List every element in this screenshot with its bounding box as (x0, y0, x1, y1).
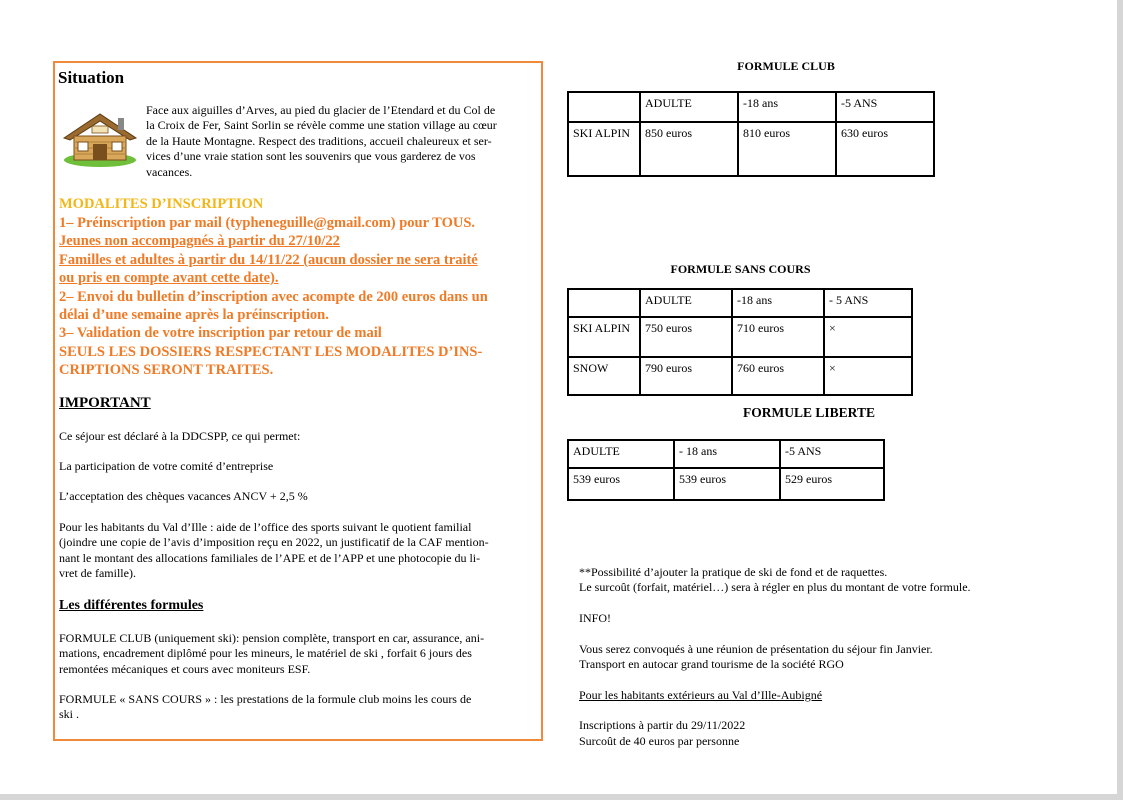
table-header-cell: ADULTE (640, 289, 732, 317)
page-shadow (1117, 0, 1123, 800)
table-header-cell: ADULTE (568, 440, 674, 468)
table-sans-cours (567, 288, 913, 396)
text-line: FORMULE CLUB (uniquement ski): pension complète, transport en car, assurance, ani- (59, 631, 485, 645)
info-label: INFO! (579, 611, 611, 625)
table-row (568, 317, 912, 357)
modalites-line: Familles et adultes à partir du 14/11/22 (aucun dossier ne sera traité (59, 252, 478, 268)
modalites-line: 3– Validation de votre inscription par retour de mail (59, 325, 382, 341)
table-row (568, 122, 934, 176)
modalites-line: Jeunes non accompagnés à partir du 27/10/22 (59, 233, 340, 249)
table-cell: 539 euros (674, 468, 780, 500)
table-club-title: FORMULE CLUB (737, 59, 835, 73)
table-header-cell: - 18 ans (674, 440, 780, 468)
exterior-text: Surcoût de 40 euros par personne (579, 734, 740, 748)
table-header-cell: -18 ans (738, 92, 836, 122)
table-header-cell (568, 289, 640, 317)
modalites-line: 2– Envoi du bulletin d’inscription avec acompte de 200 euros dans un (59, 289, 488, 305)
table-row (568, 357, 912, 395)
table-cell: SNOW (568, 357, 640, 395)
text-line: Face aux aiguilles d’Arves, au pied du glacier de l’Etendard et du Col de (146, 103, 496, 117)
table-cell: 850 euros (640, 122, 738, 176)
modalites-title: MODALITES D’INSCRIPTION (59, 196, 264, 212)
important-aide (59, 520, 489, 582)
text-line: ski . (59, 707, 80, 722)
table-cell: 529 euros (780, 468, 884, 500)
table-cell: × (824, 357, 912, 395)
text-line: mations, encadrement diplômé pour les mineurs, le matériel de ski , forfait 6 jours des (59, 646, 472, 661)
situation-description (146, 103, 540, 180)
text-line: vacances. (146, 164, 193, 179)
table-header-cell: ADULTE (640, 92, 738, 122)
text-line: vices d’une vraie station sont les souvenirs que vous garderez de vos (146, 149, 476, 164)
table-header-cell: -5 ANS (780, 440, 884, 468)
table-header-cell: -18 ans (732, 289, 824, 317)
important-text: Ce séjour est déclaré à la DDCSPP, ce qui permet: (59, 429, 301, 443)
table-cell: 710 euros (732, 317, 824, 357)
modalites-line: SEULS LES DOSSIERS RESPECTANT LES MODALITES D’INS- (59, 344, 483, 360)
table-sans-cours-title: FORMULE SANS COURS (670, 262, 811, 276)
formule-club-description (59, 631, 484, 677)
text-line: de la Haute Montagne. Respect des traditions, accueil chaleureux et ser- (146, 133, 492, 148)
option-note: Le surcoût (forfait, matériel…) sera à régler en plus du montant de votre formule. (579, 580, 971, 594)
table-cell: × (824, 317, 912, 357)
page-shadow (0, 794, 1123, 800)
table-club (567, 91, 935, 177)
table-cell: SKI ALPIN (568, 317, 640, 357)
important-text: L’acceptation des chèques vacances ANCV + 2,5 % (59, 489, 308, 503)
text-line: remontées mécaniques et cours avec moniteurs ESF. (59, 661, 311, 676)
info-text: Transport en autocar grand tourisme de la société RGO (579, 657, 844, 671)
text-line: (joindre une copie de l’avis d’imposition reçu en 2022, un justificatif de la CAF mention- (59, 535, 489, 550)
option-note: **Possibilité d’ajouter la pratique de ski de fond et de raquettes. (579, 565, 888, 579)
table-cell: 539 euros (568, 468, 674, 500)
modalites-line: CRIPTIONS SERONT TRAITES. (59, 362, 274, 378)
table-cell: SKI ALPIN (568, 122, 640, 176)
table-header-cell (568, 92, 640, 122)
table-cell: 790 euros (640, 357, 732, 395)
situation-title: Situation (58, 68, 125, 87)
table-cell: 760 euros (732, 357, 824, 395)
formules-title: Les différentes formules (59, 598, 204, 613)
exterior-title: Pour les habitants extérieurs au Val d’Ille-Aubigné (579, 688, 823, 702)
text-line: Pour les habitants du Val d’Ille : aide de l’office des sports suivant le quotient familial (59, 520, 472, 534)
modalites-line: délai d’une semaine après la préinscription. (59, 307, 329, 323)
text-line: FORMULE « SANS COURS » : les prestations de la formule club moins les cours de (59, 692, 472, 706)
table-cell: 750 euros (640, 317, 732, 357)
formule-sans-cours-description (59, 692, 471, 723)
modalites-line: ou pris en compte avant cette date). (59, 270, 279, 286)
text-line: vret de famille). (59, 566, 136, 581)
modalites-line: 1– Préinscription par mail (typheneguille@gmail.com) pour TOUS. (59, 215, 476, 231)
text-line: la Croix de Fer, Saint Sorlin se révèle comme une station village au cœur (146, 118, 497, 133)
table-header-cell: - 5 ANS (824, 289, 912, 317)
table-liberte (567, 439, 885, 501)
important-text: La participation de votre comité d’entreprise (59, 459, 274, 473)
exterior-text: Inscriptions à partir du 29/11/2022 (579, 718, 746, 732)
text-line: nant le montant des allocations familiales de l’APE et de l’APP et une photocopie du li- (59, 550, 481, 565)
table-cell: 630 euros (836, 122, 934, 176)
chalet-icon (60, 108, 140, 168)
info-text: Vous serez convoqués à une réunion de présentation du séjour fin Janvier. (579, 642, 933, 656)
table-liberte-title: FORMULE LIBERTE (743, 405, 875, 420)
table-cell: 810 euros (738, 122, 836, 176)
important-title: IMPORTANT (59, 395, 151, 411)
table-row (568, 468, 884, 500)
table-header-cell: -5 ANS (836, 92, 934, 122)
